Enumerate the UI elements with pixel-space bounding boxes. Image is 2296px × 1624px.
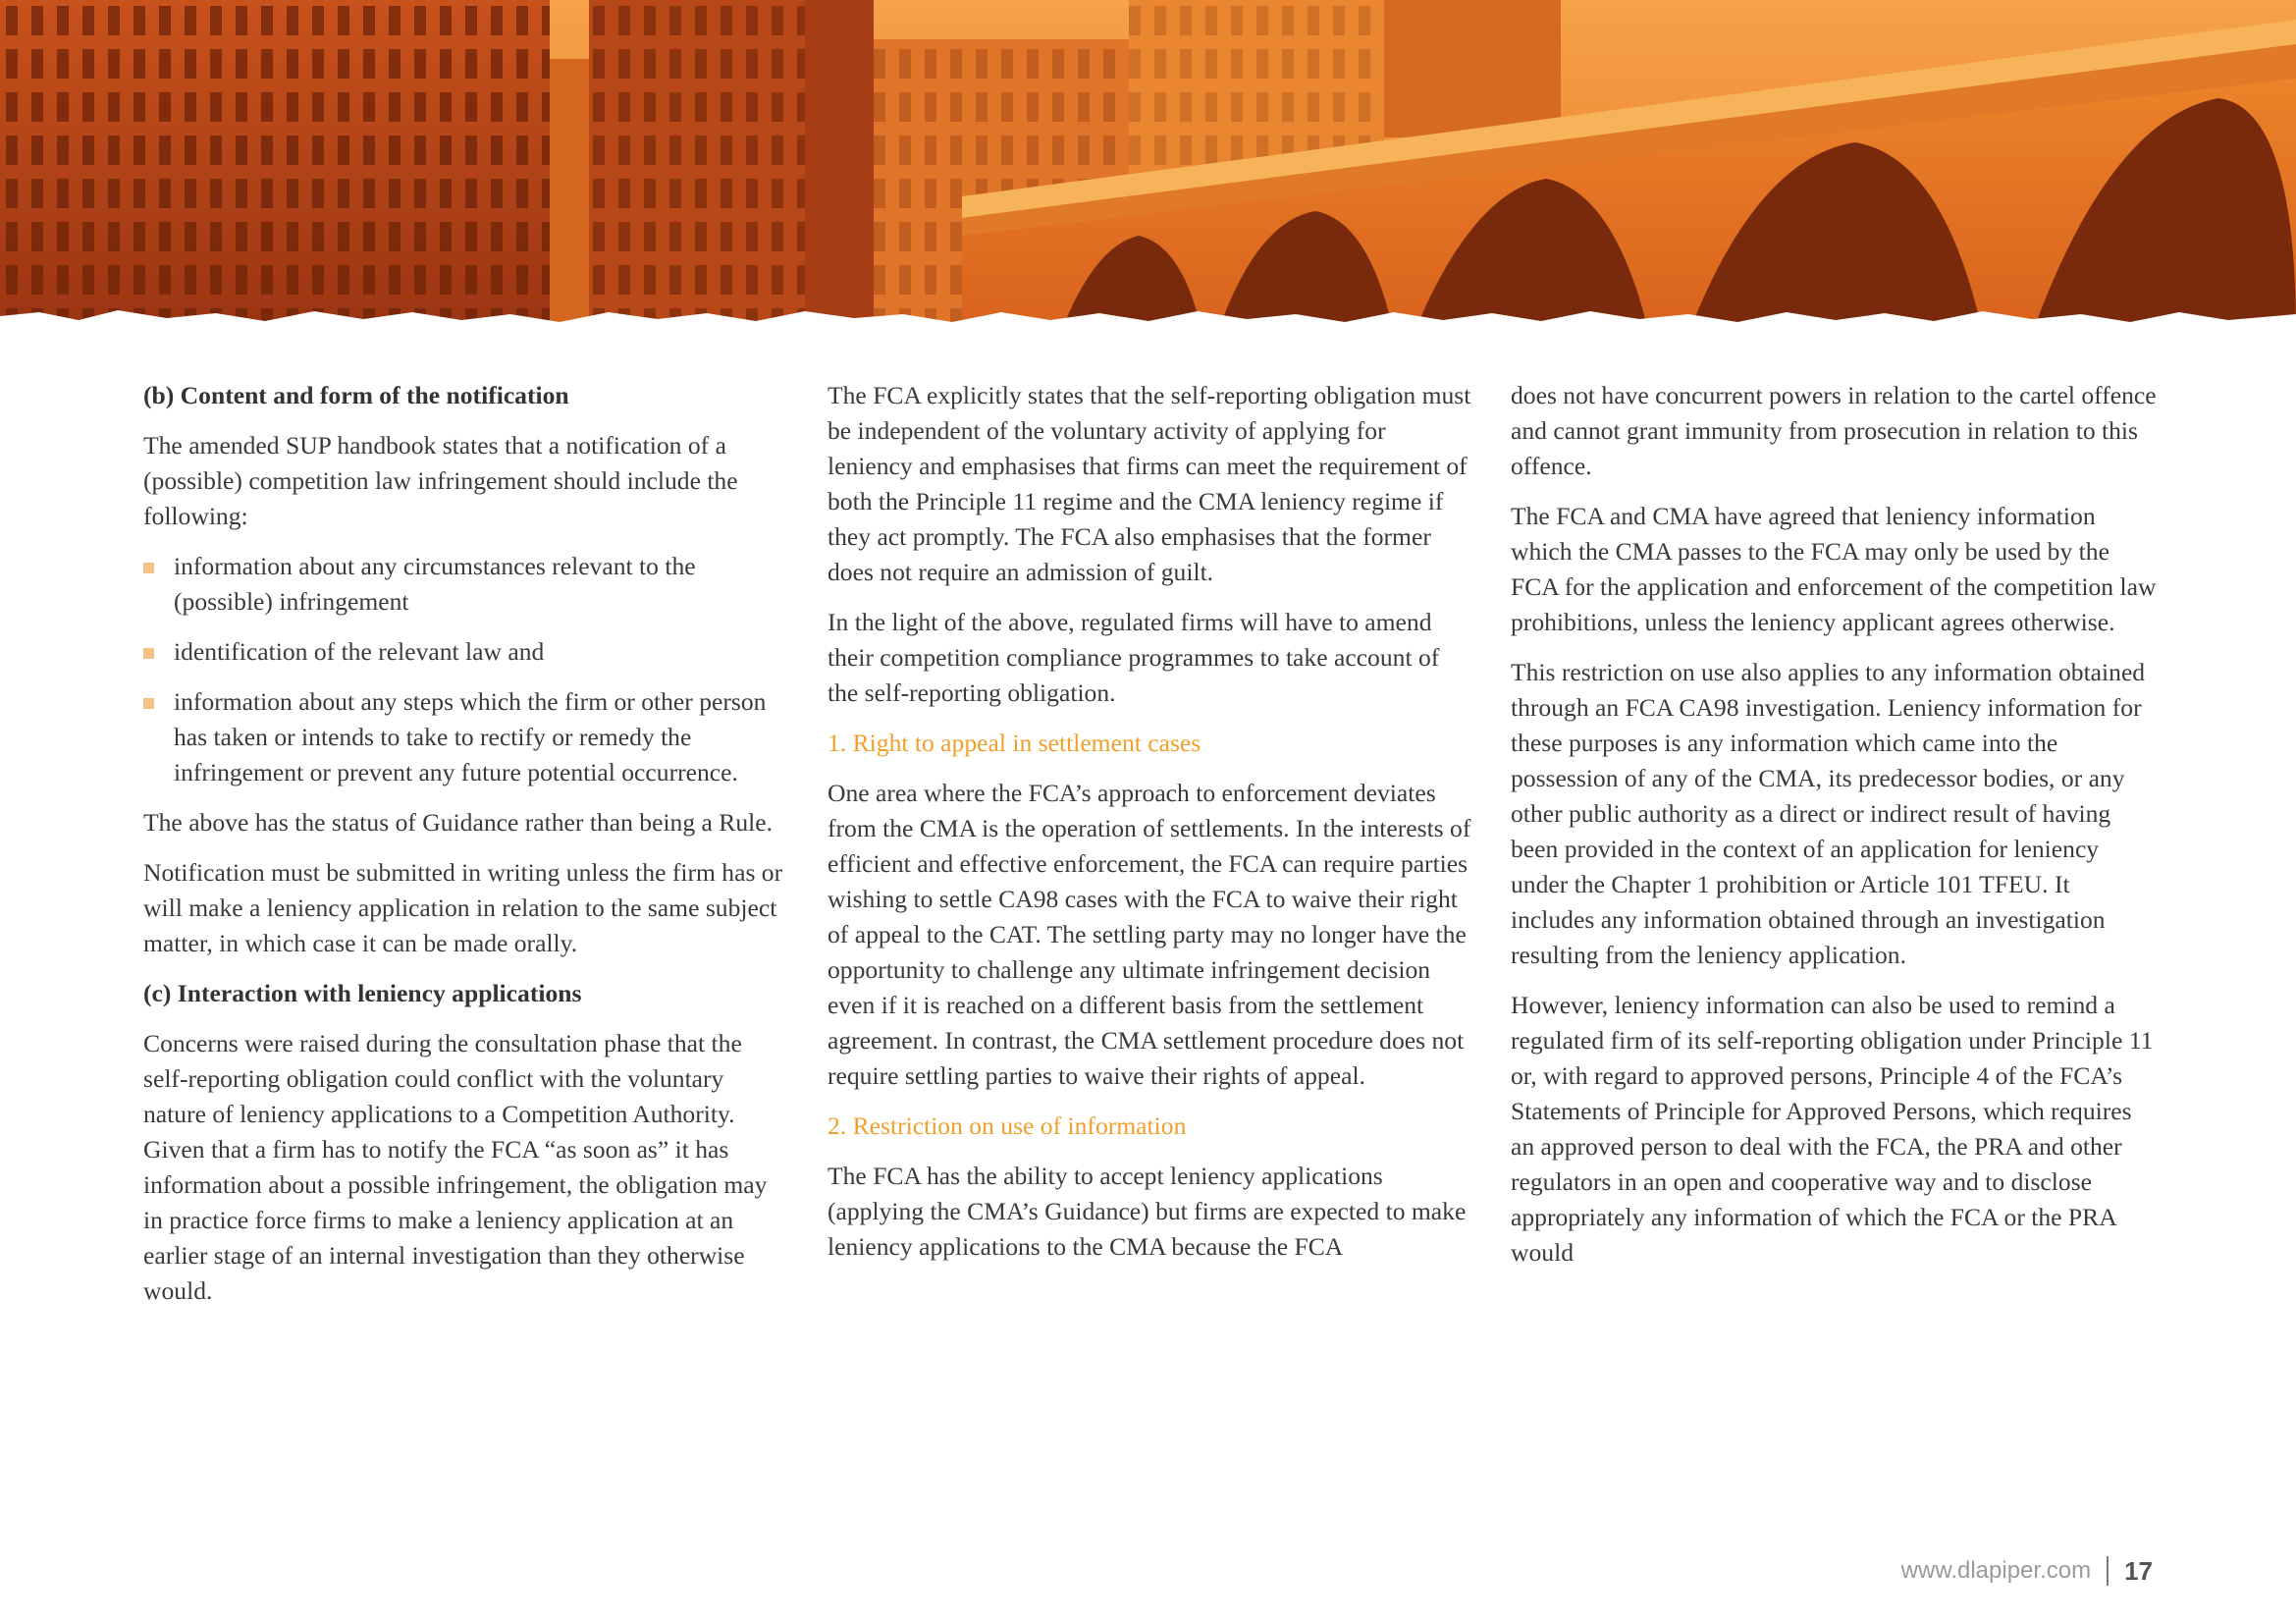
bullet-square-icon (143, 648, 154, 659)
section-heading-c: (c) Interaction with leniency applications (143, 979, 582, 1007)
paragraph: One area where the FCA’s approach to enforcement deviates from the CMA is the operation of settlements. In the interests of efficient and effective enforcement, the FCA can require parties wishing to settle CA98 cases with the FCA to waive their right of appeal to the CAT. The settling party may no longer have the opportunity to challenge any ultimate infringement decision even if it is reached on a different basis from the settlement agreement. In contrast, the CMA settlement procedure does not require settling parties to waive their rights of appeal. (828, 779, 1471, 1090)
paragraph: Notification must be submitted in writing unless the firm has or will make a leniency application in relation to the same subject matter, in which case it can be made orally. (143, 858, 783, 957)
section-heading-b: (b) Content and form of the notification (143, 381, 569, 409)
list-item-text: information about any steps which the firm or other person has taken or intends to take to rectify or remedy the infringement or prevent any future potential occurrence. (174, 687, 767, 786)
paragraph: The FCA and CMA have agreed that leniency information which the CMA passes to the FCA may only be used by the FCA for the application and enforcement of the competition law prohibitions, unless the leniency applicant agrees otherwise. (1511, 502, 2157, 636)
paragraph: The FCA explicitly states that the self-reporting obligation must be independent of the voluntary activity of applying for leniency and emphasises that firms can meet the requirement of both the Principle 11 regime and the CMA leniency regime if they act promptly. The FCA also emphasises that the former does not require an admission of guilt. (828, 381, 1471, 586)
footer-url-link[interactable]: www.dlapiper.com (1900, 1557, 2092, 1584)
bullet-square-icon (143, 698, 154, 709)
column-1 (143, 378, 791, 1324)
hero-illustration (0, 0, 2296, 334)
footer-divider (2107, 1556, 2109, 1586)
list-item (143, 684, 791, 790)
hero-banner-image (0, 0, 2296, 334)
parliament-building (0, 0, 874, 334)
subheading-restriction-on-use: 2. Restriction on use of information (828, 1111, 1187, 1140)
column-2 (828, 378, 1475, 1279)
page-footer (1901, 1553, 2153, 1589)
paragraph: Concerns were raised during the consultation phase that the self-reporting obligation could conflict with the voluntary nature of leniency applications to a Competition Authority. Given that a firm has to notify the FCA “as soon as” it has information about a possible infringement, the obligation may in practice force firms to make a leniency application at an earlier stage of an internal investigation than they otherwise would. (143, 1029, 768, 1305)
column-3 (1511, 378, 2159, 1285)
paragraph: The FCA has the ability to accept leniency applications (applying the CMA’s Guidance) but firms are expected to make leniency applications to the CMA because the FCA (828, 1162, 1467, 1261)
paragraph: The above has the status of Guidance rather than being a Rule. (143, 808, 774, 837)
paragraph: However, leniency information can also be used to remind a regulated firm of its self-reporting obligation under Principle 11 or, with regard to approved persons, Principle 4 of the FCA’s Statements of Principle for Approved Persons, which requires an approved person to deal with the FCA, the PRA and other regulators in an open and cooperative way and to disclose appropriately any information of which the FCA or the PRA would (1511, 991, 2154, 1267)
subheading-right-to-appeal: 1. Right to appeal in settlement cases (828, 729, 1201, 757)
paragraph: This restriction on use also applies to any information obtained through an FCA CA98 investigation. Leniency information for these purposes is any information which came into the possession of any of the CMA, its predecessor bodies, or any other public authority as a direct or indirect result of having been provided in the context of an application for leniency under the Chapter 1 prohibition or Article 101 TFEU. It includes any information obtained through an investigation resulting from the leniency application. (1511, 658, 2146, 969)
bullet-list (143, 549, 791, 790)
paragraph: In the light of the above, regulated firms will have to amend their competition compliance programmes to take account of the self-reporting obligation. (828, 608, 1440, 707)
list-item-text: identification of the relevant law and (174, 637, 545, 666)
paragraph: does not have concurrent powers in relation to the cartel offence and cannot grant immunity from prosecution in relation to this offence. (1511, 381, 2157, 480)
paragraph: The amended SUP handbook states that a notification of a (possible) competition law infringement should include the following: (143, 431, 738, 530)
list-item (143, 549, 791, 620)
bullet-square-icon (143, 563, 154, 573)
list-item-text: information about any circumstances relevant to the (possible) infringement (174, 552, 696, 616)
page-number: 17 (2124, 1555, 2153, 1586)
list-item (143, 634, 791, 670)
